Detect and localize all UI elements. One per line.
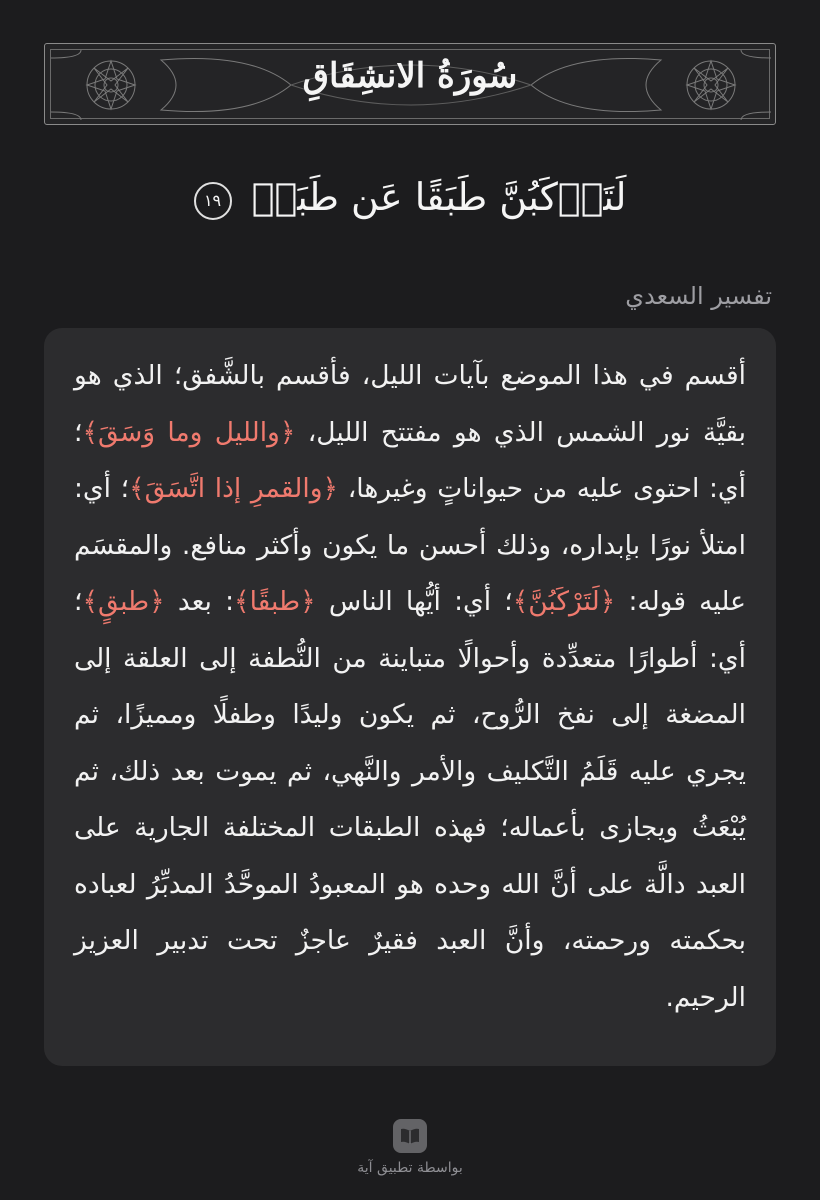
open-book-icon — [400, 1127, 420, 1145]
tafsir-segment: ؛ أي: احتوى عليه من حيواناتٍ وغيرها، — [74, 416, 746, 504]
tafsir-segment: أقسم في هذا الموضع بآيات الليل، فأقسم بالشَّفق؛ الذي هو بقيَّة نور الشمس الذي هو مفتتح الليل، — [74, 360, 746, 448]
tafsir-segment: ؛ أي: امتلأ نورًا بإبداره، وذلك أحسن ما يكون وأكثر منافع. والمقسَم عليه قوله: — [74, 473, 746, 617]
surah-banner — [44, 43, 776, 125]
ayah-text: لَتَرۡكَبُنَّ طَبَقًا عَن طَبَقٖ — [251, 175, 627, 219]
tafsir-card — [44, 328, 776, 1066]
app-credit[interactable]: بواسطة تطبيق آية — [357, 1160, 463, 1176]
quran-quote: ﴿لَتَرْكَبُنَّ﴾ — [512, 586, 616, 617]
ayah-number-badge: ١٩ — [194, 182, 232, 220]
tafsir-text — [74, 348, 746, 1026]
tafsir-segment: ؛ أي: أطوارًا متعدِّدة وأحوالًا متباينة من النُّطفة إلى العلقة إلى المضغة إلى نفخ الرُّوح، ثم يكون وليدًا وطفلًا ومميزًا، ثم يجري عليه قَلَمُ التَّكليف والأمر والنَّهي، ثم يموت بعد ذلك، ثم يُبْعَثُ ويجازى بأعماله؛ فهذه الطبقات المختلفة الجارية على العبد دالَّة على أنَّ الله وحده هو المعبودُ الموحَّدُ المدبِّرُ لعباده بحكمته ورحمته، وأنَّ العبد فقيرٌ عاجزٌ تحت تدبير العزيز الرحيم. — [74, 586, 746, 1013]
quran-quote: ﴿والليل وما وَسَقَ﴾ — [82, 416, 296, 448]
book-app-icon[interactable] — [393, 1119, 427, 1153]
surah-title: سُورَةُ الانشِقَاقِ — [302, 56, 518, 96]
quran-quote: ﴿والقمرِ إذا اتَّسَقَ﴾ — [129, 473, 339, 504]
tafsir-segment: ؛ أي: أيُّها الناس — [315, 586, 513, 617]
quran-quote: ﴿طبقٍ﴾ — [82, 586, 165, 617]
tafsir-title: تفسير السعدي — [625, 282, 772, 310]
ayah-verse — [0, 175, 820, 220]
tafsir-segment: : بعد — [164, 586, 235, 617]
quran-quote: ﴿طبقًا﴾ — [234, 586, 316, 617]
